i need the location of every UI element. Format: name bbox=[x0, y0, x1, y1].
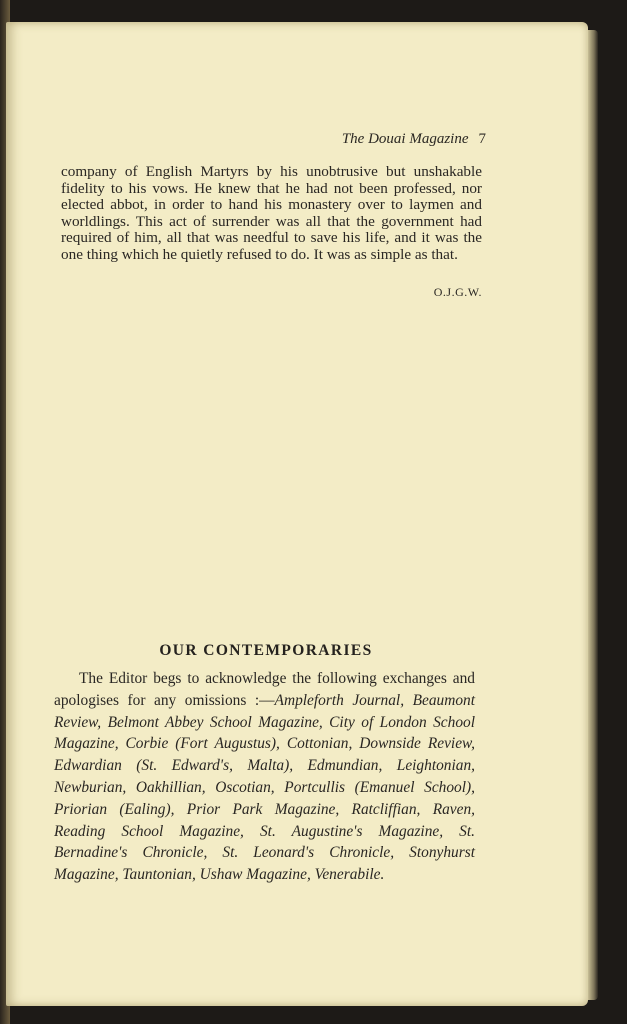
article-paragraph: company of English Martyrs by his unobtrusive but unshakable fidelity to his vows. He knew that he had not been professed, nor elected abbot, in order to hand his monastery over to laymen and worldlings. This act of surrender was all that the government had required of him, all that was needful to save his life, and it was the one thing which he quietly refused to do. It was as simple as that. bbox=[61, 163, 482, 263]
contemporaries-list: Ampleforth Journal, Beaumont Review, Belmont Abbey School Magazine, City of London School Magazine, Corbie (Fort Augustus), Cottonian, Downside Review, Edwardian (St. Edward's, Malta), Edmundian, Leightonian, Newburian, Oakhillian, Oscotian, Portcullis (Emanuel School), Priorian (Ealing), Prior Park Magazine, Ratcliffian, Raven, Reading School Magazine, St. Augustine's Magazine, St. Bernadine's Chronicle, St. Leonard's Chronicle, Stonyhurst Magazine, Tauntonian, Ushaw Magazine, Venerabile. bbox=[54, 691, 476, 884]
section-heading: OUR CONTEMPORARIES bbox=[159, 642, 373, 659]
contemporaries-paragraph bbox=[54, 668, 475, 886]
running-head-title: The Douai Magazine bbox=[341, 131, 469, 147]
page-number: 7 bbox=[478, 131, 486, 147]
running-head bbox=[300, 131, 486, 148]
page-edge bbox=[588, 30, 598, 1000]
contemporaries-intro: The Editor begs to acknowledge the following exchanges and apologises for any omissions :— bbox=[54, 670, 475, 709]
article-signature: O.J.G.W. bbox=[433, 285, 482, 299]
